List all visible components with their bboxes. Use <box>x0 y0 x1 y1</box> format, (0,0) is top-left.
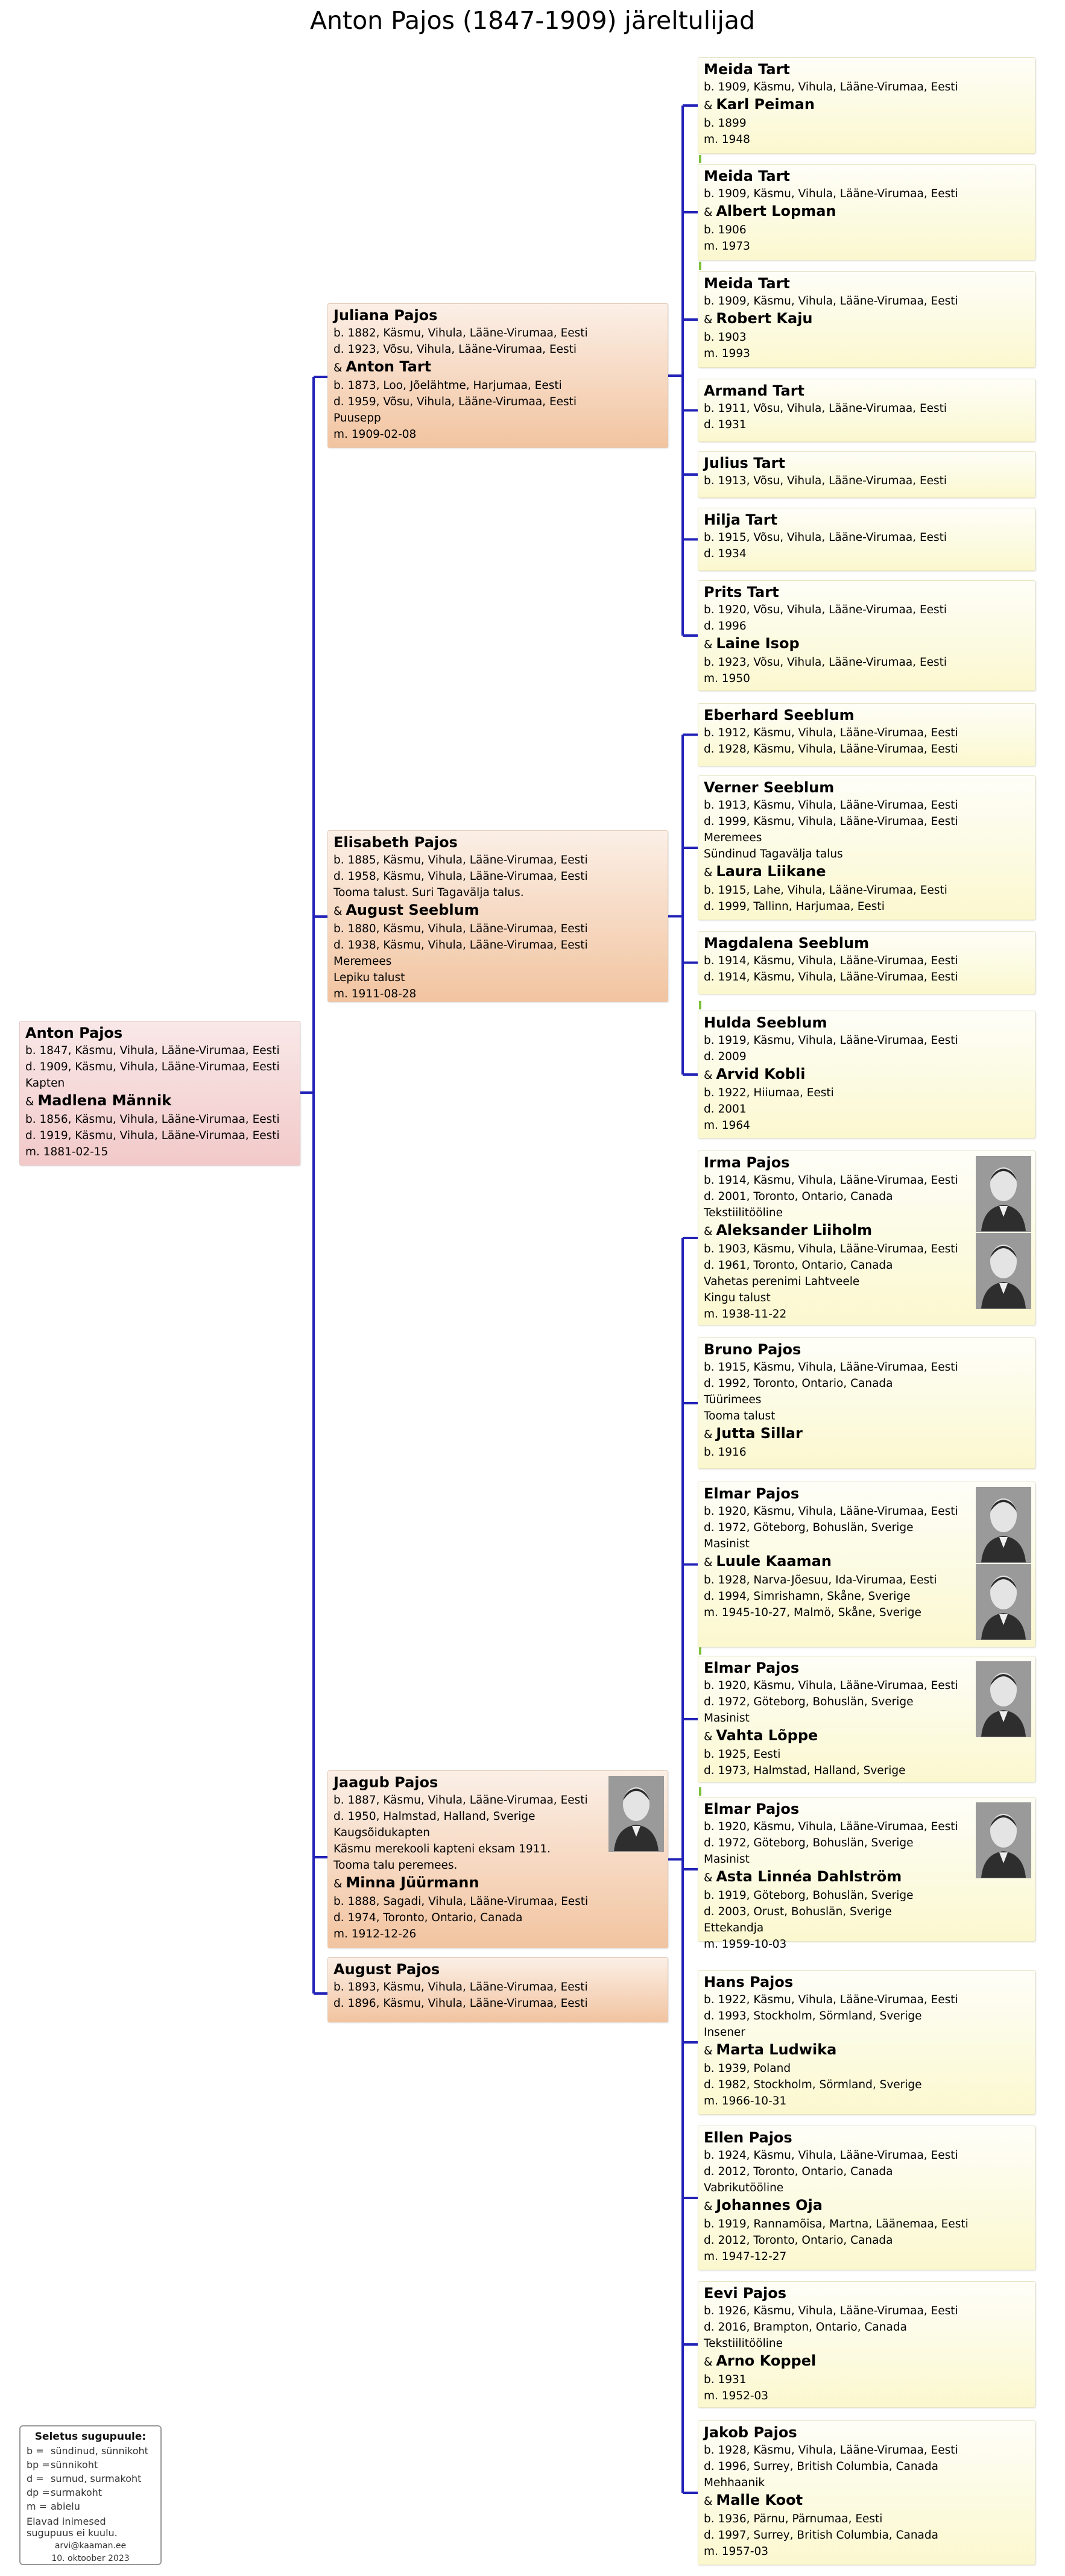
person-detail: Mehhaanik <box>704 2477 765 2489</box>
spouse-detail: b. 1856, Käsmu, Vihula, Lääne-Virumaa, Eesti <box>25 1113 280 1126</box>
person-photo <box>608 1776 664 1852</box>
person-detail: d. 1896, Käsmu, Vihula, Lääne-Virumaa, Eesti <box>333 1997 588 2010</box>
person-photo <box>976 1156 1031 1232</box>
person-detail: d. 1992, Toronto, Ontario, Canada <box>704 1377 893 1390</box>
person-detail: b. 1928, Käsmu, Vihula, Lääne-Virumaa, Eesti <box>704 2444 958 2457</box>
person-detail: d. 2012, Toronto, Ontario, Canada <box>704 2165 893 2178</box>
person-name: Julius Tart <box>704 455 785 472</box>
spouse-photo <box>976 1564 1031 1640</box>
person-card[interactable] <box>698 508 1035 571</box>
person-card[interactable] <box>698 1970 1035 2115</box>
person-detail: Tekstiilitööline <box>704 1207 783 1219</box>
person-name: Bruno Pajos <box>704 1341 801 1358</box>
spouse-detail: d. 1982, Stockholm, Sörmland, Sverige <box>704 2079 922 2091</box>
person-card[interactable] <box>19 1021 300 1166</box>
person-name: August Pajos <box>333 1961 440 1978</box>
spouse-name: & Arvid Kobli <box>704 1065 806 1082</box>
spouse-name: & Luule Kaaman <box>704 1553 832 1570</box>
spouse-detail: Puusepp <box>333 412 381 425</box>
person-card[interactable] <box>327 1957 668 2022</box>
person-detail: b. 1913, Võsu, Vihula, Lääne-Virumaa, Eesti <box>704 475 947 487</box>
person-detail: Tüürimees <box>704 1394 762 1406</box>
spouse-detail: b. 1936, Pärnu, Pärnumaa, Eesti <box>704 2513 883 2525</box>
person-card[interactable] <box>698 580 1035 691</box>
spouse-detail: m. 1966-10-31 <box>704 2095 787 2107</box>
person-detail: b. 1920, Käsmu, Vihula, Lääne-Virumaa, Eesti <box>704 1820 958 1833</box>
spouse-detail: d. 1919, Käsmu, Vihula, Lääne-Virumaa, Eesti <box>25 1129 280 1142</box>
legend-row: d = surnud, surmakoht <box>27 2473 142 2484</box>
person-card[interactable] <box>698 451 1035 498</box>
spouse-name: & August Seeblum <box>333 901 479 918</box>
person-detail: d. 1928, Käsmu, Vihula, Lääne-Virumaa, Eesti <box>704 743 958 756</box>
person-detail: Sündinud Tagavälja talus <box>704 848 843 860</box>
person-photo <box>976 1487 1031 1563</box>
person-card[interactable] <box>698 1656 1035 1782</box>
spouse-detail: Lepiku talust <box>333 971 405 984</box>
person-card[interactable] <box>698 1337 1035 1469</box>
spouse-detail: Ettekandja <box>704 1922 764 1934</box>
person-detail: b. 1914, Käsmu, Vihula, Lääne-Virumaa, Eesti <box>704 1174 958 1187</box>
person-detail: b. 1919, Käsmu, Vihula, Lääne-Virumaa, Eesti <box>704 1034 958 1047</box>
spouse-detail: m. 1950 <box>704 672 750 685</box>
spouse-detail: d. 1959, Võsu, Vihula, Lääne-Virumaa, Eesti <box>333 396 577 408</box>
person-card[interactable] <box>327 303 668 448</box>
person-detail: d. 1996 <box>704 620 747 633</box>
spouse-name: & Malle Koot <box>704 2492 803 2508</box>
person-name: Ellen Pajos <box>704 2129 792 2146</box>
spouse-name: & Arno Koppel <box>704 2352 817 2369</box>
spouse-detail: b. 1880, Käsmu, Vihula, Lääne-Virumaa, Eesti <box>333 923 588 935</box>
person-detail: b. 1909, Käsmu, Vihula, Lääne-Virumaa, Eesti <box>704 295 958 308</box>
spouse-detail: d. 1974, Toronto, Ontario, Canada <box>333 1911 523 1924</box>
person-name: Juliana Pajos <box>333 307 438 324</box>
person-detail: Masinist <box>704 1538 750 1550</box>
spouse-detail: d. 1997, Surrey, British Columbia, Canada <box>704 2529 938 2542</box>
person-card[interactable] <box>698 931 1035 994</box>
person-detail: b. 1911, Võsu, Vihula, Lääne-Virumaa, Eesti <box>704 402 947 415</box>
person-detail: b. 1885, Käsmu, Vihula, Lääne-Virumaa, Eesti <box>333 854 588 867</box>
person-detail: Tooma talust <box>704 1410 776 1422</box>
person-card[interactable] <box>698 271 1035 368</box>
person-name: Meida Tart <box>704 168 790 185</box>
spouse-name: & Jutta Sillar <box>704 1425 803 1442</box>
person-name: Anton Pajos <box>25 1024 123 1041</box>
person-detail: b. 1847, Käsmu, Vihula, Lääne-Virumaa, Eesti <box>25 1044 280 1057</box>
person-detail: Kapten <box>25 1077 65 1090</box>
spouse-detail: b. 1903, Käsmu, Vihula, Lääne-Virumaa, Eesti <box>704 1243 958 1255</box>
person-detail: Tooma talu peremees. <box>333 1859 458 1872</box>
person-detail: d. 1972, Göteborg, Bohuslän, Sverige <box>704 1521 914 1534</box>
spouse-detail: m. 1938-11-22 <box>704 1308 787 1321</box>
legend-email: arvi@kaaman.ee <box>54 2541 127 2551</box>
spouse-detail: d. 2003, Orust, Bohuslän, Sverige <box>704 1905 892 1918</box>
spouse-detail: b. 1888, Sagadi, Vihula, Lääne-Virumaa, Eesti <box>333 1895 589 1908</box>
person-detail: b. 1924, Käsmu, Vihula, Lääne-Virumaa, Eesti <box>704 2149 958 2162</box>
person-card[interactable] <box>698 1011 1035 1138</box>
spouse-detail: Kingu talust <box>704 1292 771 1304</box>
spouse-detail: b. 1873, Loo, Jõelähtme, Harjumaa, Eesti <box>333 379 562 392</box>
spouse-name: & Karl Peiman <box>704 96 815 113</box>
person-name: Elmar Pajos <box>704 1659 800 1676</box>
person-card[interactable] <box>698 57 1035 154</box>
spouse-detail: m. 1959-10-03 <box>704 1938 787 1951</box>
person-detail: b. 1915, Võsu, Vihula, Lääne-Virumaa, Eesti <box>704 531 947 544</box>
spouse-detail: d. 1961, Toronto, Ontario, Canada <box>704 1259 893 1272</box>
spouse-detail: m. 1911-08-28 <box>333 988 417 1000</box>
spouse-detail: b. 1919, Rannamõisa, Martna, Läänemaa, Eesti <box>704 2218 969 2230</box>
person-name: Meida Tart <box>704 275 790 292</box>
spouse-detail: m. 1952-03 <box>704 2390 769 2402</box>
person-card[interactable] <box>327 1770 668 1948</box>
person-detail: b. 1920, Võsu, Vihula, Lääne-Virumaa, Eesti <box>704 604 947 616</box>
spouse-name: & Laura Liikane <box>704 863 826 880</box>
spouse-detail: d. 1999, Tallinn, Harjumaa, Eesti <box>704 900 885 913</box>
person-card[interactable] <box>698 775 1035 920</box>
spouse-detail: d. 2001 <box>704 1103 747 1116</box>
person-detail: d. 1972, Göteborg, Bohuslän, Sverige <box>704 1837 914 1849</box>
person-detail: Insener <box>704 2026 745 2039</box>
spouse-detail: d. 1938, Käsmu, Vihula, Lääne-Virumaa, Eesti <box>333 939 588 952</box>
legend-row: b = sündinud, sünnikoht <box>27 2445 148 2457</box>
spouse-name: & Johannes Oja <box>704 2197 823 2214</box>
person-detail: d. 1914, Käsmu, Vihula, Lääne-Virumaa, Eesti <box>704 971 958 983</box>
person-name: Magdalena Seeblum <box>704 935 870 952</box>
person-detail: d. 1923, Võsu, Vihula, Lääne-Virumaa, Eesti <box>333 343 577 356</box>
spouse-detail: m. 1948 <box>704 133 750 146</box>
person-detail: b. 1913, Käsmu, Vihula, Lääne-Virumaa, Eesti <box>704 799 958 812</box>
person-name: Jaagub Pajos <box>333 1774 438 1791</box>
person-detail: Vabrikutööline <box>704 2182 784 2194</box>
spouse-detail: b. 1939, Poland <box>704 2062 791 2075</box>
person-name: Prits Tart <box>704 584 779 601</box>
person-name: Elmar Pajos <box>704 1485 800 1502</box>
person-card[interactable] <box>698 1797 1035 1951</box>
person-card[interactable] <box>698 1151 1035 1325</box>
spouse-name: & Vahta Lõppe <box>704 1727 818 1744</box>
spouse-name: & Anton Tart <box>333 358 432 375</box>
person-detail: b. 1909, Käsmu, Vihula, Lääne-Virumaa, Eesti <box>704 188 958 200</box>
person-detail: b. 1914, Käsmu, Vihula, Lääne-Virumaa, Eesti <box>704 955 958 967</box>
person-detail: Tooma talust. Suri Tagavälja talus. <box>333 886 524 899</box>
person-detail: b. 1893, Käsmu, Vihula, Lääne-Virumaa, Eesti <box>333 1981 588 1994</box>
person-name: Armand Tart <box>704 382 805 399</box>
spouse-detail: b. 1925, Eesti <box>704 1748 781 1761</box>
spouse-photo <box>976 1233 1031 1309</box>
person-detail: d. 1996, Surrey, British Columbia, Canada <box>704 2460 938 2473</box>
spouse-detail: b. 1922, Hiiumaa, Eesti <box>704 1087 834 1099</box>
person-name: Irma Pajos <box>704 1154 790 1171</box>
person-detail: d. 1958, Käsmu, Vihula, Lääne-Virumaa, Eesti <box>333 870 588 883</box>
person-detail: d. 1909, Käsmu, Vihula, Lääne-Virumaa, Eesti <box>25 1061 280 1073</box>
person-detail: d. 2016, Brampton, Ontario, Canada <box>704 2321 907 2334</box>
person-detail: b. 1926, Käsmu, Vihula, Lääne-Virumaa, Eesti <box>704 2305 958 2317</box>
person-card[interactable] <box>698 2420 1035 2565</box>
spouse-detail: m. 1945-10-27, Malmö, Skåne, Sverige <box>704 1606 921 1619</box>
spouse-detail: b. 1906 <box>704 224 747 236</box>
legend-title: Seletus sugupuule: <box>34 2431 147 2443</box>
person-photo <box>976 1661 1031 1737</box>
person-detail: b. 1909, Käsmu, Vihula, Lääne-Virumaa, Eesti <box>704 81 958 93</box>
person-detail: b. 1920, Käsmu, Vihula, Lääne-Virumaa, Eesti <box>704 1505 958 1518</box>
page-title: Anton Pajos (1847-1909) järeltulijad <box>309 6 756 35</box>
person-name: Hilja Tart <box>704 511 778 528</box>
spouse-name: & Madlena Männik <box>25 1092 172 1109</box>
person-detail: d. 2001, Toronto, Ontario, Canada <box>704 1190 893 1203</box>
spouse-detail: d. 1973, Halmstad, Halland, Sverige <box>704 1764 906 1777</box>
spouse-detail: b. 1899 <box>704 117 747 130</box>
legend-date: 10. oktoober 2023 <box>51 2554 130 2563</box>
legend-row: m = abielu <box>27 2501 80 2512</box>
person-detail: d. 1931 <box>704 418 747 431</box>
person-name: Eevi Pajos <box>704 2285 787 2302</box>
person-card[interactable] <box>698 1482 1035 1647</box>
spouse-detail: d. 2012, Toronto, Ontario, Canada <box>704 2234 893 2247</box>
person-detail: b. 1920, Käsmu, Vihula, Lääne-Virumaa, Eesti <box>704 1679 958 1692</box>
person-detail: b. 1915, Käsmu, Vihula, Lääne-Virumaa, Eesti <box>704 1361 958 1374</box>
spouse-detail: b. 1919, Göteborg, Bohuslän, Sverige <box>704 1889 914 1902</box>
person-photo <box>976 1802 1031 1878</box>
spouse-detail: b. 1928, Narva-Jõesuu, Ida-Virumaa, Eesti <box>704 1574 937 1586</box>
person-name: Elmar Pajos <box>704 1801 800 1817</box>
person-detail: Kaugsõidukapten <box>333 1826 431 1839</box>
spouse-detail: b. 1915, Lahe, Vihula, Lääne-Virumaa, Eesti <box>704 884 947 897</box>
spouse-name: & Aleksander Liiholm <box>704 1222 873 1239</box>
person-name: Meida Tart <box>704 61 790 78</box>
spouse-detail: m. 1993 <box>704 347 750 360</box>
person-detail: b. 1887, Käsmu, Vihula, Lääne-Virumaa, Eesti <box>333 1794 588 1807</box>
person-detail: Masinist <box>704 1853 750 1866</box>
spouse-name: & Laine Isop <box>704 635 800 652</box>
person-detail: d. 1999, Käsmu, Vihula, Lääne-Virumaa, Eesti <box>704 815 958 828</box>
legend <box>19 2425 162 2565</box>
spouse-detail: m. 1912-12-26 <box>333 1928 417 1940</box>
person-name: Elisabeth Pajos <box>333 834 458 851</box>
spouse-name: & Marta Ludwika <box>704 2041 837 2058</box>
person-detail: b. 1912, Käsmu, Vihula, Lääne-Virumaa, Eesti <box>704 727 958 739</box>
person-card[interactable] <box>698 379 1035 442</box>
person-name: Eberhard Seeblum <box>704 707 855 724</box>
spouse-detail: b. 1923, Võsu, Vihula, Lääne-Virumaa, Eesti <box>704 656 947 669</box>
person-card[interactable] <box>698 703 1035 766</box>
legend-row: dp =surmakoht <box>27 2487 103 2498</box>
person-card[interactable] <box>327 830 668 1002</box>
spouse-detail: b. 1916 <box>704 1446 747 1459</box>
person-detail: Meremees <box>704 832 762 844</box>
spouse-detail: b. 1903 <box>704 331 747 344</box>
legend-row: bp =sünnikoht <box>27 2459 98 2470</box>
person-detail: Käsmu merekooli kapteni eksam 1911. <box>333 1843 551 1855</box>
spouse-detail: Vahetas perenimi Lahtveele <box>704 1275 860 1288</box>
person-detail: b. 1922, Käsmu, Vihula, Lääne-Virumaa, Eesti <box>704 1994 958 2006</box>
spouse-name: & Minna Jüürmann <box>333 1874 479 1891</box>
spouse-detail: m. 1973 <box>704 240 750 253</box>
spouse-detail: m. 1881-02-15 <box>25 1146 109 1158</box>
person-name: Hans Pajos <box>704 1974 794 1990</box>
person-card[interactable] <box>698 2126 1035 2270</box>
person-detail: Masinist <box>704 1712 750 1725</box>
spouse-name: & Robert Kaju <box>704 310 813 327</box>
spouse-detail: m. 1964 <box>704 1119 750 1132</box>
person-name: Jakob Pajos <box>704 2424 797 2441</box>
person-name: Verner Seeblum <box>704 779 835 796</box>
person-name: Hulda Seeblum <box>704 1014 827 1031</box>
person-detail: d. 2009 <box>704 1050 747 1063</box>
spouse-detail: m. 1947-12-27 <box>704 2250 787 2263</box>
legend-note: Elavad inimesed sugupuus ei kuulu. <box>27 2516 118 2539</box>
spouse-name: & Asta Linnéa Dahlström <box>704 1868 902 1885</box>
person-card[interactable] <box>698 164 1035 260</box>
person-detail: d. 1972, Göteborg, Bohuslän, Sverige <box>704 1696 914 1708</box>
person-card[interactable] <box>698 2281 1035 2408</box>
spouse-detail: m. 1957-03 <box>704 2545 769 2558</box>
spouse-detail: m. 1909-02-08 <box>333 428 417 441</box>
person-detail: d. 1993, Stockholm, Sörmland, Sverige <box>704 2010 922 2022</box>
person-detail: Tekstiilitööline <box>704 2337 783 2350</box>
person-detail: d. 1934 <box>704 548 747 560</box>
person-detail: b. 1882, Käsmu, Vihula, Lääne-Virumaa, Eesti <box>333 327 588 339</box>
spouse-name: & Albert Lopman <box>704 203 836 219</box>
spouse-detail: d. 1994, Simrishamn, Skåne, Sverige <box>704 1590 911 1603</box>
person-detail: d. 1950, Halmstad, Halland, Sverige <box>333 1810 536 1823</box>
spouse-detail: Meremees <box>333 955 392 968</box>
spouse-detail: b. 1931 <box>704 2373 747 2386</box>
